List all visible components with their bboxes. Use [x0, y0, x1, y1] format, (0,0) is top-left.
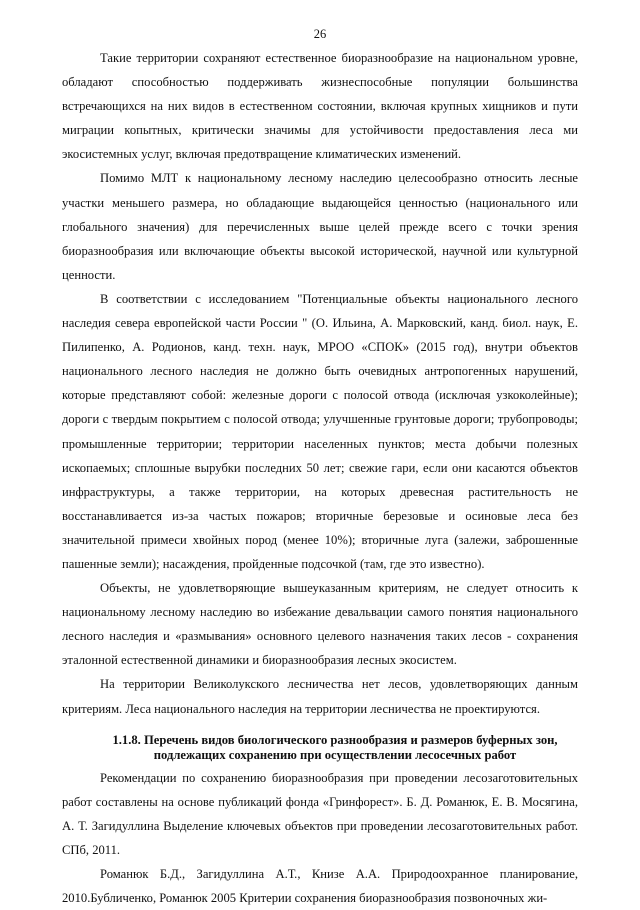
section-paragraph: Романюк Б.Д., Загидуллина А.Т., Книзе А.А. Природоохранное планирование, 2010.Бубличенко, Романюк 2005 Критерии сохранения биоразнообразия позвоночных жи-	[62, 867, 578, 906]
paragraph: Объекты, не удовлетворяющие вышеуказанным критериям, не следует относить к национальному лесному наследию во избежание девальвации самого понятия национального лесного наследия и «размывания» основного целевого назначения таких лесов - сохранения эталонной естественной динамики и биоразнообразия лесных экосистем.	[62, 581, 578, 668]
paragraph: В соответствии с исследованием "Потенциальные объекты национального лесного наследия севера европейской части России " (О. Ильина, А. Марковский, канд. биол. наук, Е. Пилипенко, А. Родионов, канд. техн. наук, МРОО «СПОК» (2015 год), внутри объектов национального лесного наследия не должно быть очевидных антропогенных нарушений, которые представляют собой: железные дороги с полосой отвода (исключая узкоколейные); дороги с твердым покрытием с полосой отвода; улучшенные грунтовые дороги; трубопроводы; промышленные территории; территории населенных пунктов; места добычи полезных ископаемых; сплошные вырубки последних 50 лет; свежие гари, если они касаются объектов инфраструктуры, а также территории, на которых древесная растительность не восстанавливается из-за частых пожаров; вторичные березовые и осиновые леса без значительной примеси хвойных пород (менее 10%); вторичные луга (залежи, заброшенные пашенные земли); насаждения, пройденные подсочкой (там, где это известно).	[62, 291, 578, 571]
section-heading-line-1: 1.1.8. Перечень видов биологического разнообразия и размеров буферных зон,	[112, 732, 558, 747]
section-heading-line-2: подлежащих сохранению при осуществлении лесосечных работ	[153, 748, 517, 763]
page-number: 26	[313, 27, 327, 41]
section-heading	[62, 733, 578, 764]
paragraph: Такие территории сохраняют естественное биоразнообразие на национальном уровне, обладают способностью поддерживать жизнеспособные популяции большинства встречающихся на них видов в естественном состоянии, включая крупных хищников и пути миграции копытных, критически значимы для устойчивости предоставления леса ми экосистемных услуг, включая предотвращение климатических изменений.	[62, 51, 578, 162]
paragraph: Помимо МЛТ к национальному лесному наследию целесообразно относить лесные участки меньшего размера, но обладающие выдающейся ценностью (национального или глобального значения) для перечисленных выше целей прежде всего с точки зрения биоразнообразия или включающие объекты высокой исторической, научной или культурной ценности.	[62, 171, 578, 282]
document-body	[62, 46, 578, 910]
section-paragraph: Рекомендации по сохранению биоразнообразия при проведении лесозаготовительных работ составлены на основе публикаций фонда «Гринфорест». Б. Д. Романюк, Е. В. Мосягина, А. Т. Загидуллина Выделение ключевых объектов при проведении лесозаготовительных работ. СПб, 2011.	[62, 770, 578, 857]
paragraph: На территории Великолукского лесничества нет лесов, удовлетворяющих данным критериям. Леса национального наследия на территории лесничества не проектируются.	[62, 677, 578, 716]
